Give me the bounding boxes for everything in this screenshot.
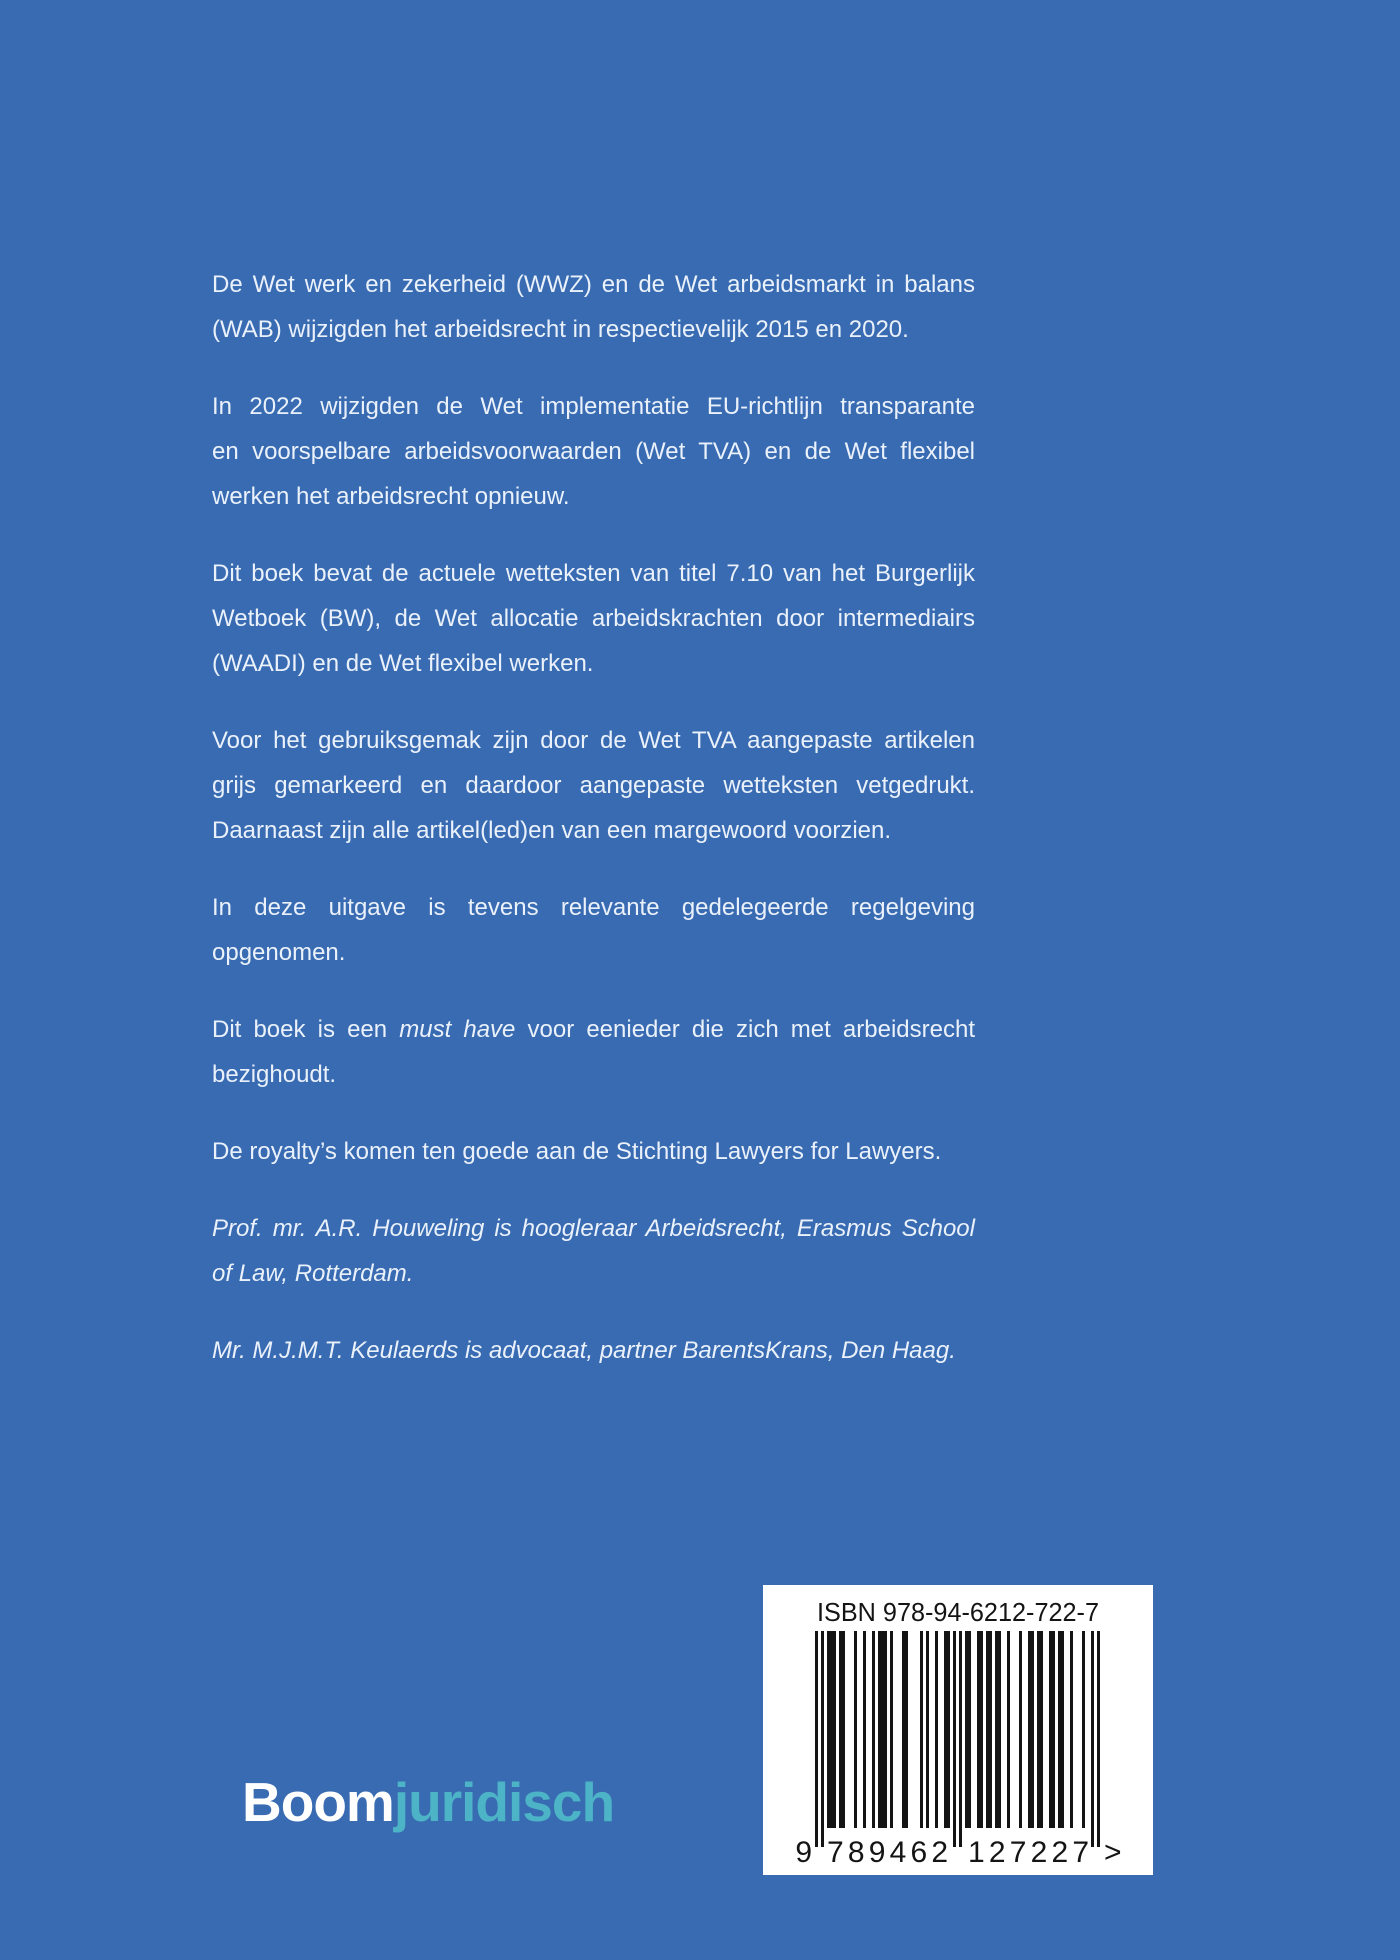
text-line: Wetboek (BW), de Wet allocatie arbeidskrachten door intermediairs [212, 605, 975, 632]
barcode-digits-left-group: 789462 [827, 1836, 948, 1869]
barcode-bars [815, 1631, 1100, 1847]
text-line: (WAADI) en de Wet flexibel werken. [212, 650, 594, 677]
text-line: In deze uitgave is tevens relevante gedelegeerde regelgeving [212, 894, 975, 921]
blurb-paragraph [212, 384, 975, 519]
text-line: opgenomen. [212, 939, 346, 966]
logo-boom: Boom [242, 1771, 394, 1833]
isbn-label: ISBN 978-94-6212-722-7 [817, 1597, 1099, 1627]
text-line: bezighoudt. [212, 1061, 337, 1088]
text-line: Prof. mr. A.R. Houweling is hoogleraar Arbeidsrecht, Erasmus School [212, 1215, 975, 1242]
text-line: of Law, Rotterdam. [212, 1260, 414, 1287]
blurb-text [212, 262, 975, 1405]
publisher-logo [242, 1772, 614, 1833]
text-line: De royalty’s komen ten goede aan de Stichting Lawyers for Lawyers. [212, 1138, 942, 1165]
text-line: De Wet werk en zekerheid (WWZ) en de Wet arbeidsmarkt in balans [212, 271, 975, 298]
logo-juridisch: juridisch [393, 1771, 615, 1833]
text-line: In 2022 wijzigden de Wet implementatie EU-richtlijn transparante [212, 393, 975, 420]
ean13-barcode [763, 1585, 1153, 1875]
text-line: en voorspelbare arbeidsvoorwaarden (Wet TVA) en de Wet flexibel [212, 438, 975, 465]
barcode-digits-right-group: 127227 [968, 1836, 1089, 1869]
blurb-paragraph [212, 885, 975, 975]
text-line: (WAB) wijzigden het arbeidsrecht in respectievelijk 2015 en 2020. [212, 316, 909, 343]
text-line: Mr. M.J.M.T. Keulaerds is advocaat, partner BarentsKrans, Den Haag. [212, 1337, 956, 1364]
blurb-paragraph [212, 551, 975, 686]
text-line: grijs gemarkeerd en daardoor aangepaste wetteksten vetgedrukt. [212, 772, 975, 799]
author-bio [212, 1206, 975, 1296]
barcode-quiet-zone-indicator: > [1104, 1836, 1122, 1869]
text-line: werken het arbeidsrecht opnieuw. [212, 483, 570, 510]
barcode-digit-first: 9 [795, 1836, 812, 1869]
text-line: Dit boek is een must have voor eenieder die zich met arbeidsrecht [212, 1016, 976, 1043]
blurb-paragraph [212, 1129, 975, 1174]
blurb-paragraph [212, 718, 975, 853]
blurb-paragraph [212, 1007, 975, 1097]
text-line: Voor het gebruiksgemak zijn door de Wet TVA aangepaste artikelen [212, 727, 975, 754]
text-line: Daarnaast zijn alle artikel(led)en van een margewoord voorzien. [212, 817, 892, 844]
author-bio [212, 1328, 975, 1373]
text-line: Dit boek bevat de actuele wetteksten van titel 7.10 van het Burgerlijk [212, 560, 975, 587]
isbn-barcode-box [763, 1585, 1153, 1875]
blurb-paragraph [212, 262, 975, 352]
